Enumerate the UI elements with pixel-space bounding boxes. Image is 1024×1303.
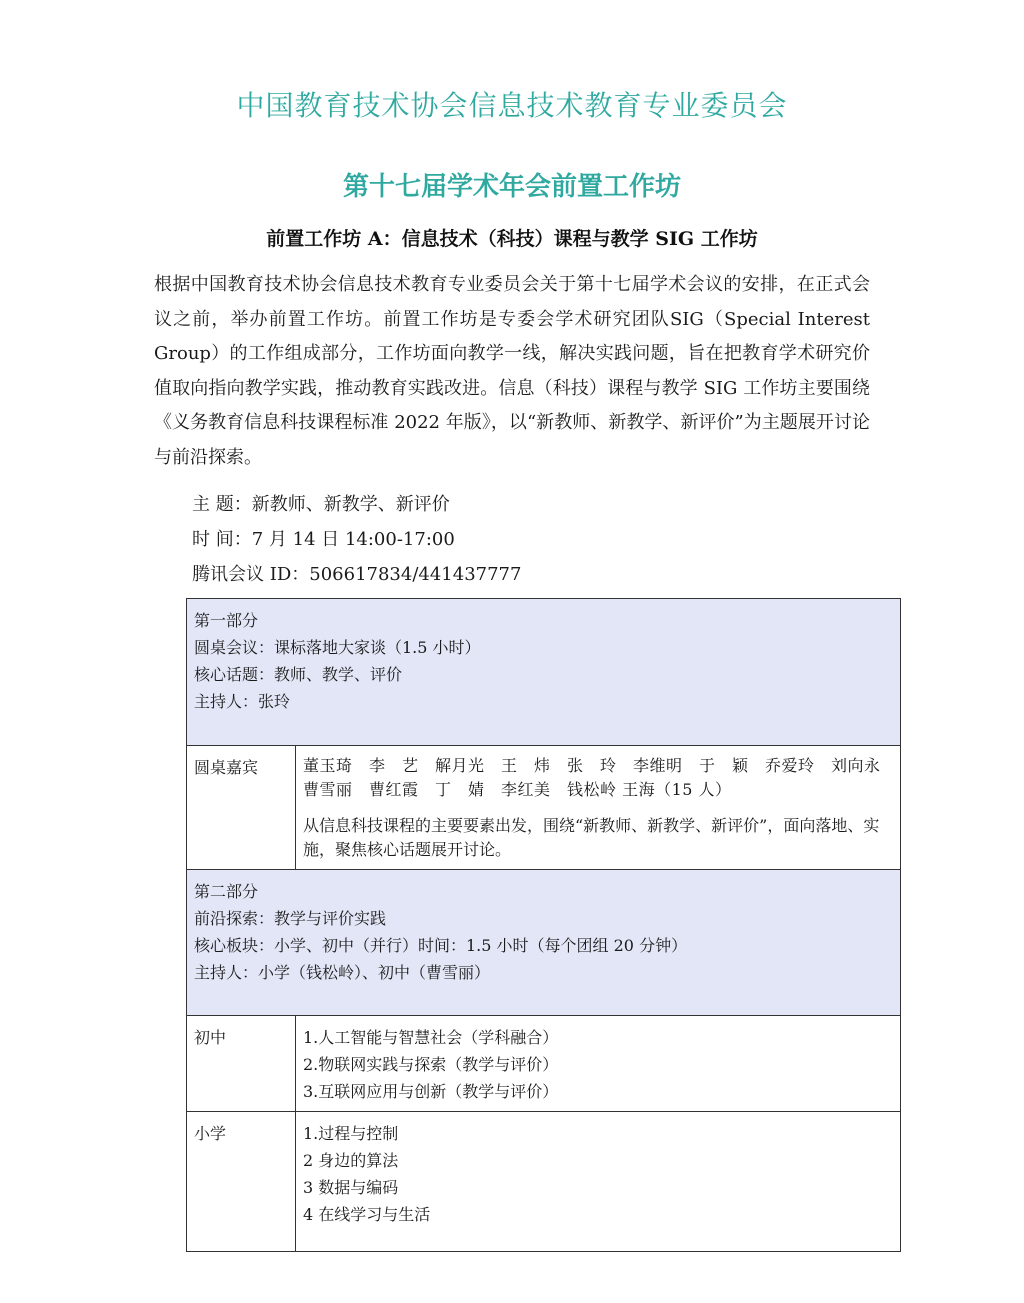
guests-description: 从信息科技课程的主要要素出发，围绕“新教师、新教学、新评价”，面向落地、实施，聚焦核心话题展开讨论。 xyxy=(303,816,880,859)
guest-names: 董玉琦 李 艺 解月光 王 炜 张 玲 李维明 于 颖 乔爱玲 刘向永 曹雪丽 曹红霞 丁 婧 李红美 钱松岭 王海（15 人） xyxy=(303,756,898,799)
part-one-line3: 主持人：张玲 xyxy=(194,692,291,711)
part-two-line1: 前沿探索：教学与评价实践 xyxy=(194,909,387,928)
meta-meeting-id: 腾讯会议 ID：506617834/441437777 xyxy=(192,564,522,585)
part-two-heading: 第二部分 xyxy=(194,882,259,901)
part-two-line3: 主持人：小学（钱松岭）、初中（曹雪丽） xyxy=(194,963,491,982)
chuzhong-row xyxy=(187,1016,901,1112)
organization-title: 中国教育技术协会信息技术教育专业委员会 xyxy=(236,89,788,122)
guests-label: 圆桌嘉宾 xyxy=(194,758,259,777)
chuzhong-content-cell xyxy=(296,1016,901,1112)
xiaoxue-label-cell xyxy=(187,1112,296,1252)
part-two-row xyxy=(187,870,901,1016)
guests-row xyxy=(187,746,901,870)
list-item: 2.物联网实践与探索（教学与评价） xyxy=(303,1055,559,1074)
list-item: 1.过程与控制 xyxy=(303,1124,399,1143)
list-item: 2 身边的算法 xyxy=(303,1151,399,1170)
list-item: 3.互联网应用与创新（教学与评价） xyxy=(303,1082,559,1101)
intro-paragraph: 根据中国教育技术协会信息技术教育专业委员会关于第十七届学术会议的安排，在正式会议之前，举办前置工作坊。前置工作坊是专委会学术研究团队SIG（Special Interest Group）的工作组成部分，工作坊面向教学一线，解决实践问题，旨在把教育学术研究价值取向指向教学实践，推动教育实践改进。信息（科技）课程与教学 SIG 工作坊主要围绕《义务教育信息科技课程标准 2022 年版》，以“新教师、新教学、新评价”为主题展开讨论与前沿探索。 xyxy=(154,274,870,468)
page-title: 第十七届学术年会前置工作坊 xyxy=(342,172,681,202)
part-one-heading: 第一部分 xyxy=(194,611,259,630)
list-item: 3 数据与编码 xyxy=(303,1178,399,1197)
part-two-cell xyxy=(187,870,901,1016)
chuzhong-label-cell xyxy=(187,1016,296,1112)
part-one-cell xyxy=(187,599,901,746)
chuzhong-label: 初中 xyxy=(194,1028,227,1047)
xiaoxue-content-cell xyxy=(296,1112,901,1252)
meta-time: 时 间：7 月 14 日 14:00-17:00 xyxy=(192,529,455,550)
xiaoxue-row xyxy=(187,1112,901,1252)
part-one-row xyxy=(187,599,901,746)
workshop-subtitle: 前置工作坊 A：信息技术（科技）课程与教学 SIG 工作坊 xyxy=(266,228,758,250)
list-item: 1.人工智能与智慧社会（学科融合） xyxy=(303,1028,559,1047)
list-item: 4 在线学习与生活 xyxy=(303,1205,431,1224)
meta-topic: 主 题：新教师、新教学、新评价 xyxy=(192,494,450,515)
guests-content-cell xyxy=(296,746,901,870)
agenda-table xyxy=(186,598,901,1252)
guests-label-cell xyxy=(187,746,296,870)
part-one-line1: 圆桌会议：课标落地大家谈（1.5 小时） xyxy=(194,638,481,657)
xiaoxue-label: 小学 xyxy=(194,1124,227,1143)
part-two-line2: 核心板块：小学、初中（并行）时间：1.5 小时（每个团组 20 分钟） xyxy=(194,936,688,955)
part-one-line2: 核心话题：教师、教学、评价 xyxy=(194,665,403,684)
